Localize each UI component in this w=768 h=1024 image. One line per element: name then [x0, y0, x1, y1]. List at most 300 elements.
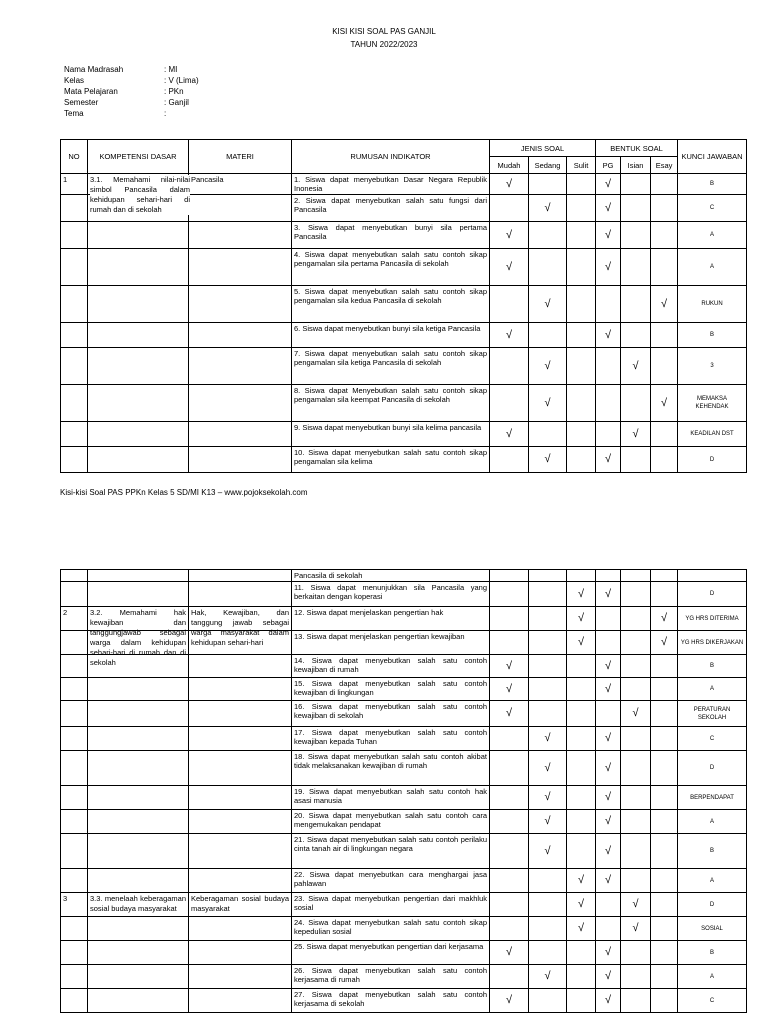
- check-cell-sulit: [567, 965, 596, 989]
- header-kunci-jawaban: KUNCI JAWABAN: [678, 140, 747, 174]
- materi-text: Keberagaman sosial budaya masyarakat: [191, 894, 289, 913]
- check-cell-esay: [651, 678, 678, 701]
- kunci-jawaban-cell: KEADILAN DST: [678, 422, 747, 447]
- check-cell-isian: [621, 174, 651, 195]
- check-cell-sedang: √: [529, 447, 567, 473]
- check-cell-sedang: [529, 893, 567, 917]
- no-cell: [61, 701, 88, 727]
- kompetensi-dasar-cell: [88, 786, 189, 810]
- kunci-jawaban-cell: A: [678, 965, 747, 989]
- table-row: [61, 570, 747, 582]
- check-cell-isian: [621, 286, 651, 323]
- check-cell-isian: [621, 810, 651, 834]
- materi-cell: [189, 348, 292, 385]
- identity-block: [64, 64, 199, 119]
- table-row: [61, 989, 747, 1013]
- check-cell-sedang: [529, 917, 567, 941]
- check-cell-isian: √: [621, 893, 651, 917]
- check-cell-pg: √: [596, 869, 621, 893]
- table-row: [61, 941, 747, 965]
- kompetensi-dasar-cell: [88, 323, 189, 348]
- table-row: [61, 786, 747, 810]
- kisi-table-page-1: [60, 139, 747, 473]
- identity-value: : PKn: [164, 87, 184, 96]
- materi-cell: [189, 701, 292, 727]
- materi-cell: Pancasila: [189, 174, 292, 195]
- materi-cell: [189, 582, 292, 607]
- check-cell-pg: [596, 348, 621, 385]
- no-cell: 3: [61, 893, 88, 917]
- materi-cell: [189, 385, 292, 422]
- check-cell-esay: [651, 917, 678, 941]
- kompetensi-dasar-text: 3.3. menelaah keberagaman sosial budaya masyarakat: [90, 894, 186, 913]
- identity-row: [64, 97, 199, 108]
- no-cell: [61, 385, 88, 422]
- kunci-jawaban-cell: 3: [678, 348, 747, 385]
- kunci-jawaban-cell: MEMAKSA KEHENDAK: [678, 385, 747, 422]
- kompetensi-dasar-cell: [88, 422, 189, 447]
- check-cell-sulit: [567, 222, 596, 249]
- materi-cell: [189, 678, 292, 701]
- no-cell: [61, 786, 88, 810]
- header-jenis-soal: JENIS SOAL: [490, 140, 596, 157]
- check-cell-isian: [621, 447, 651, 473]
- indikator-cell: 20. Siswa dapat menyebutkan salah satu contoh cara mengemukakan pendapat: [292, 810, 490, 834]
- materi-text: Hak, Kewajiban, dan tanggung jawab sebagai warga masyarakat dalam kehidupan sehari-hari: [191, 608, 289, 647]
- check-cell-sedang: √: [529, 965, 567, 989]
- check-cell-sulit: [567, 174, 596, 195]
- table-row: [61, 607, 747, 631]
- check-cell-mudah: √: [490, 422, 529, 447]
- check-cell-isian: [621, 989, 651, 1013]
- table-row: [61, 965, 747, 989]
- check-cell-sedang: [529, 323, 567, 348]
- kunci-jawaban-cell: C: [678, 727, 747, 751]
- materi-cell: [189, 447, 292, 473]
- check-cell-mudah: [490, 810, 529, 834]
- check-cell-isian: √: [621, 348, 651, 385]
- kompetensi-dasar-cell: [88, 834, 189, 869]
- kompetensi-dasar-cell: [88, 701, 189, 727]
- check-cell-mudah: [490, 631, 529, 655]
- check-cell-isian: [621, 631, 651, 655]
- materi-cell: [189, 249, 292, 286]
- header-pg: PG: [596, 157, 621, 174]
- check-cell-esay: [651, 810, 678, 834]
- check-cell-mudah: √: [490, 222, 529, 249]
- no-cell: 1: [61, 174, 88, 195]
- footer-source: Kisi-kisi Soal PAS PPKn Kelas 5 SD/MI K13 – www.pojoksekolah.com: [60, 488, 308, 497]
- check-cell-pg: √: [596, 195, 621, 222]
- kunci-jawaban-cell: B: [678, 323, 747, 348]
- kunci-jawaban-cell: A: [678, 222, 747, 249]
- check-cell-esay: [651, 249, 678, 286]
- check-cell-isian: [621, 727, 651, 751]
- identity-row: [64, 86, 199, 97]
- check-cell-sulit: √: [567, 607, 596, 631]
- check-cell-mudah: √: [490, 323, 529, 348]
- no-cell: [61, 727, 88, 751]
- kompetensi-dasar-cell: [88, 727, 189, 751]
- check-cell-pg: √: [596, 786, 621, 810]
- kunci-jawaban-cell: D: [678, 893, 747, 917]
- indikator-cell: 27. Siswa dapat menyebutkan salah satu contoh kerjasama di sekolah: [292, 989, 490, 1013]
- check-cell-isian: [621, 222, 651, 249]
- table-row: [61, 447, 747, 473]
- materi-cell: [189, 810, 292, 834]
- check-cell-isian: [621, 965, 651, 989]
- check-cell-pg: √: [596, 989, 621, 1013]
- materi-cell: [189, 786, 292, 810]
- header-no: NO: [61, 140, 88, 174]
- no-cell: [61, 631, 88, 655]
- no-cell: [61, 834, 88, 869]
- indikator-cell: 19. Siswa dapat menyebutkan salah satu contoh hak asasi manusia: [292, 786, 490, 810]
- check-cell-isian: [621, 582, 651, 607]
- kompetensi-dasar-cell: [88, 385, 189, 422]
- indikator-cell: 4. Siswa dapat menyebutkan salah satu contoh sikap pengamalan sila pertama Pancasila di sekolah: [292, 249, 490, 286]
- indikator-cell: 6. Siswa dapat menyebutkan bunyi sila ketiga Pancasila: [292, 323, 490, 348]
- materi-cell: [189, 286, 292, 323]
- no-cell: [61, 810, 88, 834]
- materi-cell: [189, 655, 292, 678]
- check-cell-pg: √: [596, 810, 621, 834]
- check-cell-mudah: [490, 751, 529, 786]
- check-cell-esay: [651, 965, 678, 989]
- check-cell-esay: [651, 751, 678, 786]
- no-cell: [61, 917, 88, 941]
- kunci-jawaban-cell: BERPENDAPAT: [678, 786, 747, 810]
- check-cell-pg: √: [596, 174, 621, 195]
- kompetensi-dasar-text: 3.1. Memahami nilai-nilai simbol Pancasila dalam kehidupan sehari-hari di rumah dan di sekolah: [90, 175, 190, 214]
- empty-cell: [567, 570, 596, 582]
- check-cell-pg: √: [596, 447, 621, 473]
- check-cell-mudah: [490, 965, 529, 989]
- check-cell-sedang: [529, 989, 567, 1013]
- table-row: [61, 834, 747, 869]
- table-row: [61, 727, 747, 751]
- identity-label: Semester: [64, 98, 99, 107]
- check-cell-esay: √: [651, 607, 678, 631]
- indikator-cell: 25. Siswa dapat menyebutkan pengertian dari kerjasama: [292, 941, 490, 965]
- check-cell-sulit: √: [567, 631, 596, 655]
- identity-label: Mata Pelajaran: [64, 87, 118, 96]
- check-cell-isian: [621, 385, 651, 422]
- kunci-jawaban-cell: B: [678, 941, 747, 965]
- check-cell-pg: [596, 631, 621, 655]
- materi-cell: [189, 222, 292, 249]
- kompetensi-dasar-cell: [88, 810, 189, 834]
- check-cell-mudah: √: [490, 174, 529, 195]
- no-cell: [61, 249, 88, 286]
- indikator-cell: 21. Siswa dapat menyebutkan salah satu contoh perilaku cinta tanah air di lingkungan negara: [292, 834, 490, 869]
- check-cell-sulit: [567, 195, 596, 222]
- no-cell: [61, 323, 88, 348]
- check-cell-pg: √: [596, 222, 621, 249]
- indikator-cell: 8. Siswa dapat Menyebutkan salah satu contoh sikap pengamalan sila keempat Pancasila di sekolah: [292, 385, 490, 422]
- check-cell-esay: [651, 834, 678, 869]
- indikator-cell: 3. Siswa dapat menyebutkan bunyi sila pertama Pancasila: [292, 222, 490, 249]
- check-cell-sulit: [567, 422, 596, 447]
- indikator-cell: 11. Siswa dapat menunjukkan sila Pancasila yang berkaitan dengan koperasi: [292, 582, 490, 607]
- check-cell-pg: √: [596, 941, 621, 965]
- check-cell-esay: [651, 582, 678, 607]
- check-cell-sulit: √: [567, 917, 596, 941]
- check-cell-isian: √: [621, 422, 651, 447]
- check-cell-sedang: √: [529, 195, 567, 222]
- no-cell: [61, 582, 88, 607]
- check-cell-pg: √: [596, 751, 621, 786]
- check-cell-esay: [651, 786, 678, 810]
- kompetensi-dasar-cell: [88, 869, 189, 893]
- table-row: [61, 678, 747, 701]
- identity-value: : V (Lima): [164, 76, 199, 85]
- materi-cell: [189, 727, 292, 751]
- indikator-cell: 7. Siswa dapat menyebutkan salah satu contoh sikap pengamalan sila ketiga Pancasila di sekolah: [292, 348, 490, 385]
- kompetensi-dasar-cell: [88, 678, 189, 701]
- check-cell-mudah: [490, 195, 529, 222]
- no-cell: [61, 965, 88, 989]
- materi-cell: [189, 422, 292, 447]
- identity-row: [64, 75, 199, 86]
- kunci-jawaban-cell: D: [678, 582, 747, 607]
- check-cell-isian: [621, 249, 651, 286]
- empty-cell: [621, 570, 651, 582]
- check-cell-pg: [596, 385, 621, 422]
- kunci-jawaban-cell: SOSIAL: [678, 917, 747, 941]
- no-cell: [61, 655, 88, 678]
- check-cell-sedang: [529, 249, 567, 286]
- indikator-cell: 12. Siswa dapat menjelaskan pengertian hak: [292, 607, 490, 631]
- kunci-jawaban-cell: B: [678, 655, 747, 678]
- empty-cell: [678, 570, 747, 582]
- check-cell-pg: [596, 607, 621, 631]
- check-cell-mudah: [490, 607, 529, 631]
- check-cell-pg: √: [596, 582, 621, 607]
- no-cell: [61, 570, 88, 582]
- kunci-jawaban-cell: C: [678, 195, 747, 222]
- table-row: [61, 323, 747, 348]
- kompetensi-dasar-cell: [88, 286, 189, 323]
- check-cell-esay: [651, 222, 678, 249]
- identity-value: : Ganjil: [164, 98, 189, 107]
- header-sedang: Sedang: [529, 157, 567, 174]
- check-cell-sedang: [529, 222, 567, 249]
- check-cell-esay: [651, 893, 678, 917]
- check-cell-esay: [651, 422, 678, 447]
- kisi-table-page-2: [60, 569, 747, 1013]
- kompetensi-dasar-cell: [88, 447, 189, 473]
- check-cell-sulit: [567, 989, 596, 1013]
- check-cell-mudah: [490, 869, 529, 893]
- check-cell-pg: √: [596, 655, 621, 678]
- header-sulit: Sulit: [567, 157, 596, 174]
- table-row: [61, 582, 747, 607]
- materi-cell: [189, 917, 292, 941]
- table-row: [61, 917, 747, 941]
- check-cell-esay: [651, 174, 678, 195]
- check-cell-isian: [621, 323, 651, 348]
- check-cell-sedang: [529, 422, 567, 447]
- check-cell-isian: [621, 607, 651, 631]
- kompetensi-dasar-cell: [88, 751, 189, 786]
- identity-label: Tema: [64, 109, 84, 118]
- kunci-jawaban-cell: B: [678, 174, 747, 195]
- materi-cell: [189, 751, 292, 786]
- indikator-cell: 23. Siswa dapat menyebutkan pengertian dari makhluk sosial: [292, 893, 490, 917]
- kunci-jawaban-cell: PERATURAN SEKOLAH: [678, 701, 747, 727]
- table-row: [61, 422, 747, 447]
- check-cell-pg: √: [596, 323, 621, 348]
- indikator-cell: 1. Siswa dapat menyebutkan Dasar Negara Republik Inonesia: [292, 174, 490, 195]
- check-cell-sulit: [567, 655, 596, 678]
- check-cell-sedang: √: [529, 786, 567, 810]
- check-cell-mudah: √: [490, 941, 529, 965]
- check-cell-sedang: √: [529, 751, 567, 786]
- check-cell-sulit: [567, 727, 596, 751]
- no-cell: [61, 678, 88, 701]
- check-cell-pg: [596, 893, 621, 917]
- check-cell-mudah: [490, 286, 529, 323]
- no-cell: [61, 941, 88, 965]
- check-cell-sedang: [529, 631, 567, 655]
- table-row: [61, 810, 747, 834]
- check-cell-mudah: √: [490, 989, 529, 1013]
- kompetensi-dasar-cell: [88, 570, 189, 582]
- indikator-cell: 15. Siswa dapat menyebutkan salah satu contoh kewajiban di lingkungan: [292, 678, 490, 701]
- check-cell-sulit: [567, 678, 596, 701]
- table-row: [61, 701, 747, 727]
- empty-cell: [596, 570, 621, 582]
- table-row: [61, 348, 747, 385]
- no-cell: [61, 348, 88, 385]
- kompetensi-dasar-cell: [88, 989, 189, 1013]
- indikator-cell: 24. Siswa dapat menyebutkan salah satu contoh sikap kepedulian sosial: [292, 917, 490, 941]
- check-cell-pg: [596, 701, 621, 727]
- header-bentuk-soal: BENTUK SOAL: [596, 140, 678, 157]
- check-cell-esay: [651, 941, 678, 965]
- no-cell: 2: [61, 607, 88, 631]
- indikator-cell: 13. Siswa dapat menjelaskan pengertian kewajiban: [292, 631, 490, 655]
- table-row: [61, 249, 747, 286]
- check-cell-pg: √: [596, 727, 621, 751]
- check-cell-esay: [651, 323, 678, 348]
- identity-row: [64, 64, 199, 75]
- kompetensi-dasar-cell: [88, 965, 189, 989]
- check-cell-sulit: [567, 385, 596, 422]
- no-cell: [61, 751, 88, 786]
- check-cell-isian: √: [621, 917, 651, 941]
- check-cell-sulit: [567, 323, 596, 348]
- check-cell-isian: [621, 941, 651, 965]
- no-cell: [61, 869, 88, 893]
- kunci-jawaban-cell: A: [678, 869, 747, 893]
- check-cell-sedang: √: [529, 727, 567, 751]
- kunci-jawaban-cell: C: [678, 989, 747, 1013]
- kunci-jawaban-cell: A: [678, 249, 747, 286]
- check-cell-sulit: [567, 810, 596, 834]
- check-cell-pg: √: [596, 249, 621, 286]
- check-cell-esay: [651, 348, 678, 385]
- check-cell-sedang: [529, 869, 567, 893]
- no-cell: [61, 195, 88, 222]
- check-cell-sedang: [529, 701, 567, 727]
- check-cell-sulit: [567, 751, 596, 786]
- indikator-cell: 16. Siswa dapat menyebutkan salah satu contoh kewajiban di sekolah: [292, 701, 490, 727]
- check-cell-sedang: [529, 607, 567, 631]
- kunci-jawaban-cell: D: [678, 447, 747, 473]
- check-cell-mudah: [490, 582, 529, 607]
- check-cell-isian: [621, 786, 651, 810]
- check-cell-sedang: √: [529, 385, 567, 422]
- check-cell-esay: [651, 447, 678, 473]
- indikator-cell: 10. Siswa dapat menyebutkan salah satu contoh sikap pengamalan sila kelima: [292, 447, 490, 473]
- check-cell-sedang: [529, 582, 567, 607]
- header-mudah: Mudah: [490, 157, 529, 174]
- check-cell-esay: [651, 655, 678, 678]
- no-cell: [61, 222, 88, 249]
- kunci-jawaban-cell: D: [678, 751, 747, 786]
- materi-cell: [189, 965, 292, 989]
- identity-row: [64, 108, 199, 119]
- kunci-jawaban-cell: A: [678, 678, 747, 701]
- indikator-cell: 5. Siswa dapat menyebutkan salah satu contoh sikap pengamalan sila kedua Pancasila di sekolah: [292, 286, 490, 323]
- check-cell-mudah: [490, 385, 529, 422]
- check-cell-esay: [651, 989, 678, 1013]
- check-cell-sulit: [567, 348, 596, 385]
- check-cell-isian: √: [621, 701, 651, 727]
- kompetensi-dasar-cell: [88, 917, 189, 941]
- materi-cell: [189, 195, 292, 222]
- check-cell-sedang: √: [529, 810, 567, 834]
- indikator-cell: 26. Siswa dapat menyebutkan salah satu contoh kerjasama di rumah: [292, 965, 490, 989]
- materi-cell: [189, 989, 292, 1013]
- kompetensi-dasar-text: 3.2. Memahami hak kewajiban dan tanggungjawab sebagai warga dalam kehidupan sehari-hari di rumah dan di sekolah: [90, 608, 186, 667]
- empty-cell: [490, 570, 529, 582]
- no-cell: [61, 286, 88, 323]
- identity-value: : MI: [164, 65, 178, 74]
- no-cell: [61, 989, 88, 1013]
- check-cell-esay: √: [651, 286, 678, 323]
- kompetensi-dasar-cell: [88, 348, 189, 385]
- check-cell-mudah: √: [490, 701, 529, 727]
- check-cell-esay: √: [651, 631, 678, 655]
- materi-cell: [189, 893, 292, 917]
- check-cell-sedang: √: [529, 348, 567, 385]
- check-cell-sedang: √: [529, 286, 567, 323]
- indikator-cell: 14. Siswa dapat menyebutkan salah satu contoh kewajiban di rumah: [292, 655, 490, 678]
- check-cell-sulit: [567, 786, 596, 810]
- kunci-jawaban-cell: RUKUN: [678, 286, 747, 323]
- check-cell-mudah: √: [490, 249, 529, 286]
- check-cell-sedang: [529, 678, 567, 701]
- check-cell-sedang: √: [529, 834, 567, 869]
- check-cell-sulit: [567, 249, 596, 286]
- no-cell: [61, 422, 88, 447]
- header-isian: Isian: [621, 157, 651, 174]
- check-cell-pg: [596, 422, 621, 447]
- check-cell-isian: [621, 834, 651, 869]
- identity-value: :: [164, 109, 167, 118]
- check-cell-sedang: [529, 941, 567, 965]
- check-cell-mudah: [490, 834, 529, 869]
- check-cell-mudah: [490, 348, 529, 385]
- check-cell-sulit: [567, 834, 596, 869]
- table-row: [61, 751, 747, 786]
- check-cell-pg: [596, 917, 621, 941]
- indikator-cell: 18. Siswa dapat menyebutkan salah satu contoh akibat tidak melaksanakan kewajiban di rumah: [292, 751, 490, 786]
- kompetensi-dasar-cell: [88, 582, 189, 607]
